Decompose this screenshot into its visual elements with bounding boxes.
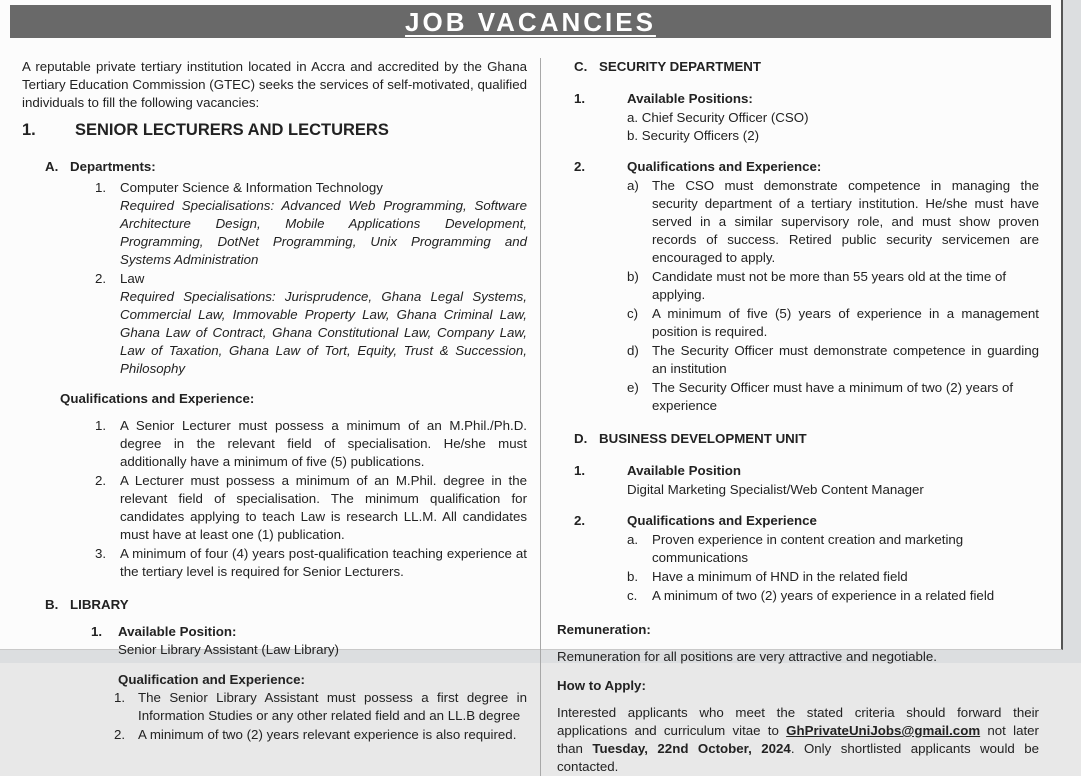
item-number: 1. [114,690,126,705]
department-law-name: Law [120,271,145,286]
item-text: Proven experience in content creation and marketing communications [652,532,964,565]
security-item-b [627,268,1039,304]
library-qual-list [91,689,527,744]
apply-text-before-email: Interested applicants who meet the stated criteria should forward their applications and curriculum vitae to [557,705,1039,738]
position-label: Available Position: [118,624,237,639]
library-position-value-row [91,641,527,659]
security-title: SECURITY DEPARTMENT [599,59,762,74]
how-to-apply-paragraph [557,704,1039,776]
block-number: 1. [574,463,586,478]
item-number: 3. [95,546,107,561]
item-marker: c) [627,306,639,321]
item-marker: e) [627,380,639,395]
page-title: JOB VACANCIES [405,6,656,37]
library-position-heading [91,623,527,641]
section-c-letter: C. [574,59,588,74]
item-text: A minimum of four (4) years post-qualification teaching experience at the tertiary level is required for Senior Lecturers. [120,546,527,579]
intro-paragraph: A reputable private tertiary institution located in Accra and accredited by the Ghana Tertiary Education Commission (GTEC) seeks the services of self-motivated, qualified individuals to fill the following vacancies: [22,59,527,110]
library-qual-label: Qualification and Experience: [118,672,305,687]
security-qualifications-block [574,158,1039,416]
block-body [627,158,1039,416]
security-qual-label: Qualifications and Experience: [627,159,822,174]
item-marker: a. [627,532,639,547]
security-heading [574,58,1039,76]
section-a-letter: A. [45,159,59,174]
item-text: A minimum of two (2) years of experience in a related field [652,588,995,603]
department-cs-spec-row [95,197,527,269]
library-title: LIBRARY [70,597,129,612]
qualifications-list [95,417,527,581]
item-text: A minimum of two (2) years relevant experience is also required. [138,727,517,742]
departments-heading [45,158,527,176]
item-marker: c. [627,588,638,603]
vacancy-1-number: 1. [22,121,36,139]
left-column [0,58,541,776]
qualification-item-1 [95,417,527,471]
library-position-value: Senior Library Assistant (Law Library) [118,642,339,657]
item-marker: b) [627,269,639,284]
position-number: 1. [91,624,103,639]
security-item-e [627,379,1039,415]
security-item-d [627,342,1039,378]
business-item-a [627,531,1039,567]
block-body [627,512,1039,606]
business-item-c [627,587,1039,605]
section-a-departments [45,158,527,378]
department-item-cs [95,179,527,269]
departments-list [95,179,527,378]
security-item-c [627,305,1039,341]
block-number: 2. [574,513,586,528]
security-item-a [627,177,1039,267]
business-item-b [627,568,1039,586]
item-marker: b. [627,569,639,584]
department-cs-specialisations: Required Specialisations: Advanced Web Programming, Software Architecture Design, Mobile Applications Development, Programming, DotNet Programming, Unix Programming and Systems Administration [120,198,527,267]
item-text: The Senior Library Assistant must possess a first degree in Information Studies or any other related field and an LL.B degree [138,690,527,723]
application-email-link[interactable]: GhPrivateUniJobs@gmail.com [786,723,981,738]
department-law-number: 2. [95,271,107,286]
qualifications-heading: Qualifications and Experience: [60,391,255,406]
departments-label: Departments: [70,159,156,174]
library-heading [45,596,527,614]
vacancy-1-heading [22,121,527,139]
business-heading [574,430,1039,448]
security-positions-label: Available Positions: [627,91,753,106]
qualification-item-3 [95,545,527,581]
section-b-library [45,596,527,744]
department-law-specialisations: Required Specialisations: Jurisprudence, Ghana Legal Systems, Commercial Law, Immovable Property Law, Ghana Criminal Law, Ghana Law of Contract, Ghana Constitutional Law, Company Law, Law of Taxation, Ghana Law of Tort, Equity, Trust & Succession, Philosophy [120,289,527,376]
library-qual-heading-row [91,671,527,689]
library-position-block [91,623,527,744]
vacancy-1-title: SENIOR LECTURERS AND LECTURERS [75,121,389,139]
right-column [541,58,1061,776]
item-text: Have a minimum of HND in the related field [652,569,908,584]
security-position-officers: b. Security Officers (2) [627,128,760,143]
item-marker: a) [627,178,639,193]
item-marker: d) [627,343,639,358]
section-d-letter: D. [574,431,588,446]
item-number: 2. [114,727,126,742]
two-column-content [0,38,1061,776]
security-positions-block [574,90,1039,145]
block-number: 1. [574,91,586,106]
department-item-law [95,270,527,378]
block-body [627,90,1039,145]
business-position-block [574,462,1039,499]
department-cs-name: Computer Science & Information Technology [120,180,383,195]
item-text: A Lecturer must possess a minimum of an M.Phil. degree in the relevant field of specialisation. The minimum qualification for candidates applying to teach Law is research LL.M. All candidates must have at least one (1) publication. [120,473,527,542]
business-position-value: Digital Marketing Specialist/Web Content Manager [627,482,924,497]
item-text: The Security Officer must demonstrate competence in guarding an institution [652,343,1039,376]
security-qual-items [627,177,1039,415]
item-text: The CSO must demonstrate competence in managing the security department of a tertiary institution. He/she must have served in a similar supervisory role, and must show proven records of success. Retired public security servicemen are encouraged to apply. [652,178,1039,265]
library-qual-item-2 [91,726,527,744]
application-deadline: Tuesday, 22nd October, 2024 [592,741,791,756]
apply-text-closing: . Only shortlisted applicants would be contacted. [557,741,1040,774]
security-position-cso: a. Chief Security Officer (CSO) [627,110,809,125]
section-b-letter: B. [45,597,59,612]
header-bar [10,5,1051,38]
how-to-apply-heading: How to Apply: [557,678,646,693]
item-text: Candidate must not be more than 55 years old at the time of applying. [652,269,1007,302]
library-qual-item-1 [91,689,527,725]
business-qual-items [627,531,1039,605]
block-body [627,462,1039,499]
item-text: A Senior Lecturer must possess a minimum of an M.Phil./Ph.D. degree in the relevant field of specialisation. He/she must additionally have a minimum of five (5) publications. [120,418,527,469]
library-qualification-block [91,671,527,744]
business-title: BUSINESS DEVELOPMENT UNIT [599,431,807,446]
business-qual-label: Qualifications and Experience [627,513,817,528]
qualification-item-2 [95,472,527,544]
department-law-spec-row [95,288,527,378]
item-number: 1. [95,418,107,433]
item-number: 2. [95,473,107,488]
department-cs-name-row [95,179,527,197]
apply-text-after-email: not later than [557,723,1039,756]
item-text: The Security Officer must have a minimum of two (2) years of experience [652,380,1014,413]
business-position-label: Available Position [627,463,742,478]
remuneration-text: Remuneration for all positions are very attractive and negotiable. [557,649,937,664]
department-law-name-row [95,270,527,288]
block-number: 2. [574,159,586,174]
business-qualifications-block [574,512,1039,606]
department-cs-number: 1. [95,180,107,195]
remuneration-heading: Remuneration: [557,622,651,637]
item-text: A minimum of five (5) years of experience in a management position is required. [652,306,1039,339]
